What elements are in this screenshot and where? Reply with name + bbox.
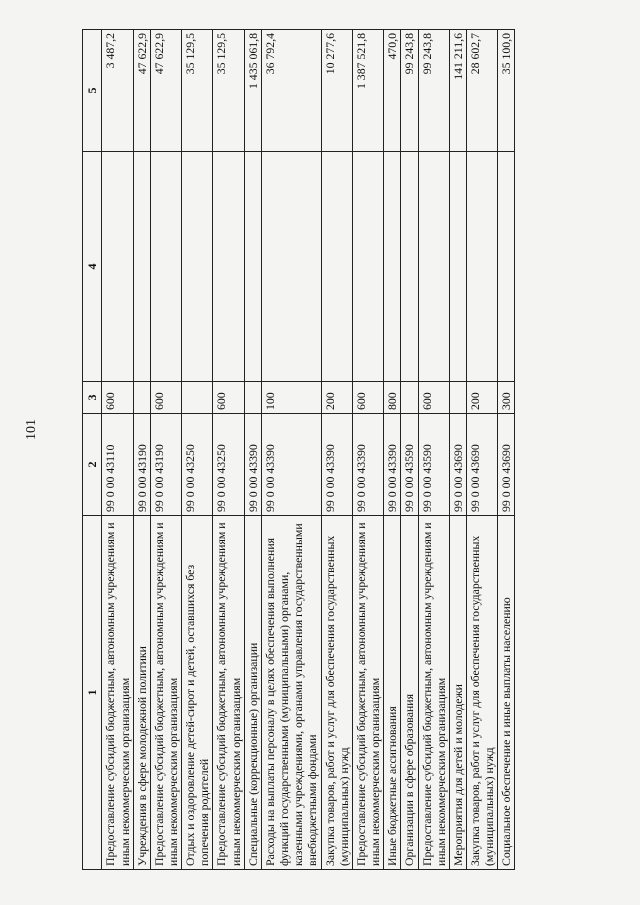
header-row: [83, 30, 102, 870]
row-code-cell: 99 0 00 43390: [352, 414, 383, 516]
row-name-cell: Предоставление субсидий бюджетным, автономным учреждениям и иным некоммерческим организациям: [418, 516, 449, 870]
row-amount-cell: 10 277,6: [321, 30, 352, 152]
row-type-cell: 600: [418, 382, 449, 414]
row-col4-cell: [261, 152, 321, 382]
row-col4-cell: [182, 152, 213, 382]
row-amount-cell: 1 435 061,8: [244, 30, 261, 152]
header-cell-4: 4: [83, 152, 102, 382]
header-cell-2: 2: [83, 414, 102, 516]
row-name-cell: Закупка товаров, работ и услуг для обеспечения государственных (муниципальных) нужд: [321, 516, 352, 870]
table-row: [213, 30, 244, 870]
row-col4-cell: [401, 152, 418, 382]
table-row: [384, 30, 401, 870]
row-amount-cell: 3 487,2: [102, 30, 133, 152]
row-code-cell: 99 0 00 43690: [498, 414, 515, 516]
header-cell-1: 1: [83, 516, 102, 870]
row-name-cell: Закупка товаров, работ и услуг для обеспечения государственных (муниципальных) нужд: [466, 516, 497, 870]
row-amount-cell: 47 622,9: [133, 30, 150, 152]
row-code-cell: 99 0 00 43690: [449, 414, 466, 516]
row-name-cell: Иные бюджетные ассигнования: [384, 516, 401, 870]
row-type-cell: 600: [150, 382, 181, 414]
row-col4-cell: [102, 152, 133, 382]
row-name-cell: Мероприятия для детей и молодежи: [449, 516, 466, 870]
row-code-cell: 99 0 00 43390: [261, 414, 321, 516]
row-col4-cell: [213, 152, 244, 382]
row-code-cell: 99 0 00 43390: [384, 414, 401, 516]
row-col4-cell: [150, 152, 181, 382]
row-type-cell: [449, 382, 466, 414]
row-name-cell: Специальные (коррекционные) организации: [244, 516, 261, 870]
row-type-cell: 600: [102, 382, 133, 414]
row-type-cell: 800: [384, 382, 401, 414]
row-amount-cell: 35 129,5: [213, 30, 244, 152]
row-name-cell: Учреждения в сфере молодежной политики: [133, 516, 150, 870]
table-row: [150, 30, 181, 870]
row-type-cell: [133, 382, 150, 414]
table-row: [466, 30, 497, 870]
row-amount-cell: 141 211,6: [449, 30, 466, 152]
table-row: [401, 30, 418, 870]
row-amount-cell: 47 622,9: [150, 30, 181, 152]
row-type-cell: 100: [261, 382, 321, 414]
row-col4-cell: [321, 152, 352, 382]
table-row: [449, 30, 466, 870]
row-amount-cell: 1 387 521,8: [352, 30, 383, 152]
row-amount-cell: 470,0: [384, 30, 401, 152]
table-row: [498, 30, 515, 870]
table-body: [102, 30, 515, 870]
row-col4-cell: [352, 152, 383, 382]
row-code-cell: 99 0 00 43390: [321, 414, 352, 516]
table-row: [352, 30, 383, 870]
row-amount-cell: 28 602,7: [466, 30, 497, 152]
row-amount-cell: 99 243,8: [418, 30, 449, 152]
table-row: [102, 30, 133, 870]
row-name-cell: Социальное обеспечение и иные выплаты населению: [498, 516, 515, 870]
row-amount-cell: 36 792,4: [261, 30, 321, 152]
row-col4-cell: [384, 152, 401, 382]
row-col4-cell: [418, 152, 449, 382]
row-code-cell: 99 0 00 43690: [466, 414, 497, 516]
row-col4-cell: [133, 152, 150, 382]
row-name-cell: Организации в сфере образования: [401, 516, 418, 870]
page-number: 101: [24, 419, 39, 440]
row-code-cell: 99 0 00 43250: [182, 414, 213, 516]
row-code-cell: 99 0 00 43590: [401, 414, 418, 516]
table-row: [133, 30, 150, 870]
row-code-cell: 99 0 00 43390: [244, 414, 261, 516]
row-amount-cell: 99 243,8: [401, 30, 418, 152]
row-name-cell: Отдых и оздоровление детей-сирот и детей, оставшихся без попечения родителей: [182, 516, 213, 870]
rotated-table-container: [82, 30, 552, 870]
row-col4-cell: [498, 152, 515, 382]
table-row: [321, 30, 352, 870]
row-code-cell: 99 0 00 43110: [102, 414, 133, 516]
row-code-cell: 99 0 00 43250: [213, 414, 244, 516]
row-type-cell: 200: [466, 382, 497, 414]
row-type-cell: 600: [352, 382, 383, 414]
row-col4-cell: [466, 152, 497, 382]
row-type-cell: 600: [213, 382, 244, 414]
table-row: [261, 30, 321, 870]
row-code-cell: 99 0 00 43190: [150, 414, 181, 516]
row-amount-cell: 35 100,0: [498, 30, 515, 152]
row-code-cell: 99 0 00 43590: [418, 414, 449, 516]
row-code-cell: 99 0 00 43190: [133, 414, 150, 516]
row-name-cell: Расходы на выплаты персоналу в целях обеспечения выполнения функций государственными (муниципальными) органами, казенными учреждениями, органами управления государственными внебюджетными фондами: [261, 516, 321, 870]
row-name-cell: Предоставление субсидий бюджетным, автономным учреждениям и иным некоммерческим организациям: [150, 516, 181, 870]
table-row: [418, 30, 449, 870]
row-type-cell: [401, 382, 418, 414]
row-name-cell: Предоставление субсидий бюджетным, автономным учреждениям и иным некоммерческим организациям: [213, 516, 244, 870]
row-name-cell: Предоставление субсидий бюджетным, автономным учреждениям и иным некоммерческим организациям: [102, 516, 133, 870]
row-type-cell: 300: [498, 382, 515, 414]
table-row: [244, 30, 261, 870]
row-amount-cell: 35 129,5: [182, 30, 213, 152]
header-cell-5: 5: [83, 30, 102, 152]
table-row: [182, 30, 213, 870]
header-cell-3: 3: [83, 382, 102, 414]
row-type-cell: [244, 382, 261, 414]
row-type-cell: [182, 382, 213, 414]
budget-table: [82, 29, 515, 870]
row-type-cell: 200: [321, 382, 352, 414]
row-col4-cell: [449, 152, 466, 382]
row-col4-cell: [244, 152, 261, 382]
row-name-cell: Предоставление субсидий бюджетным, автономным учреждениям и иным некоммерческим организациям: [352, 516, 383, 870]
